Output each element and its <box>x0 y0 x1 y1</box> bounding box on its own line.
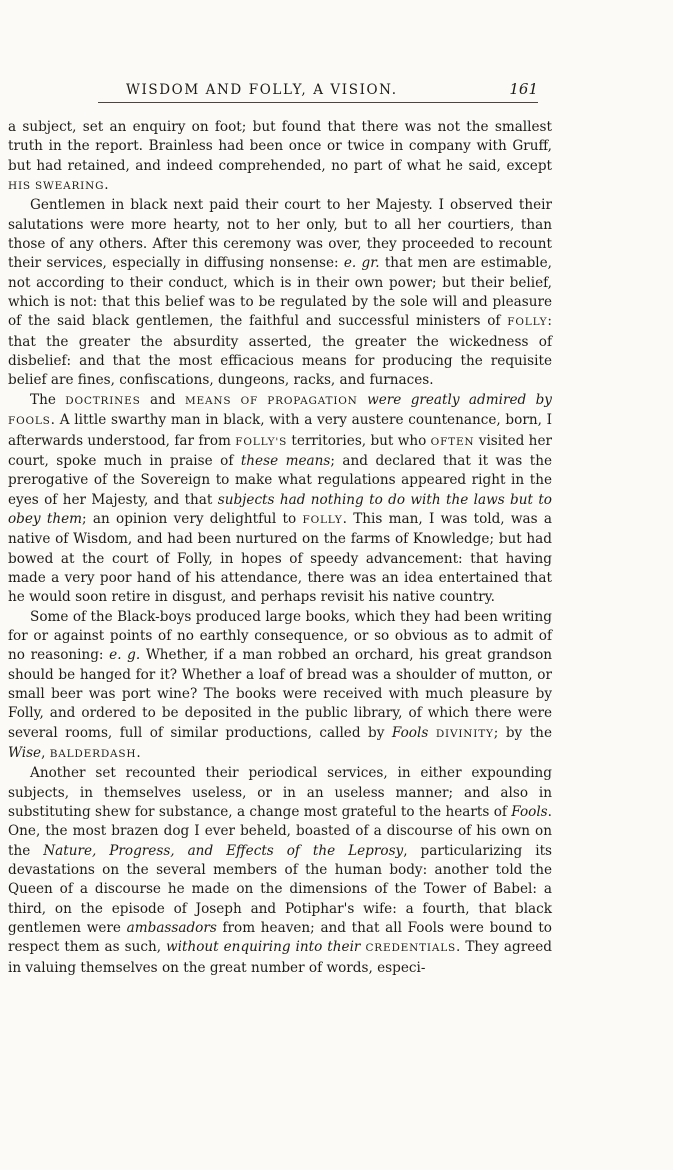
small-caps-text: OFTEN <box>430 435 475 448</box>
body-text <box>8 118 552 978</box>
text-run: that men are estimable, not according to their conduct, which is in their own power; but their belief, which is not: that this belief was to be regulated by the sole will and pleasure of the said black gentlemen, the faithful and successful ministers of <box>8 255 552 330</box>
text-run: . They agreed in valuing themselves on the great number of words, especi- <box>8 939 552 976</box>
text-run: from heaven; and that all Fools were bound to respect them as such, <box>8 920 552 956</box>
small-caps-text: FOLLY <box>507 316 548 329</box>
text-run: . One, the most brazen dog I ever beheld, boasted of a discourse of his own on the <box>8 804 552 859</box>
page-header <box>98 80 538 102</box>
text-run: : that the greater the absurdity asserted, the greater the wickedness of disbelief: and that the most efficacious means for producing the requisite belief are fines, confiscations, dungeons, racks, and furnaces. <box>8 313 552 389</box>
text-run: . A little swarthy man in black, with a very austere countenance, born, I afterwards understood, far from <box>8 412 552 449</box>
text-run: Gentlemen in black next paid their court to her Majesty. I observed their salutations were more hearty, not to her only, but to all her courtiers, than those of any others. After this ceremony was over, they proceeded to recount their services, especially in diffusing nonsense: <box>8 197 552 272</box>
text-run: visited her court, spoke much in praise of <box>8 432 552 469</box>
small-caps-text: DOCTRINES <box>65 394 141 407</box>
italic-text: Fools <box>391 724 429 741</box>
italic-text: Fools <box>511 804 548 821</box>
page-number: 161 <box>509 80 538 98</box>
text-run: . <box>104 177 109 194</box>
small-caps-text: FOLLY'S <box>235 435 288 448</box>
paragraph <box>8 764 552 978</box>
italic-text: Nature, Progress, and Effects of the Leprosy <box>43 842 404 859</box>
italic-text: Wise <box>8 745 42 761</box>
text-run <box>428 725 436 741</box>
italic-text: these means <box>240 452 331 469</box>
text-run: a subject, set an enquiry on foot; but found that there was not the smallest truth in the report. Brainless had been once or twice in company with Gruff, but had retained, and indeed comprehended, no part of what he said, except <box>8 119 552 174</box>
small-caps-text: FOLLY <box>302 513 343 526</box>
text-run: ; and declared that it was the prerogative of the Sovereign to make what regulations appeared right in the eyes of her Majesty, and that <box>8 452 552 508</box>
text-run <box>358 392 367 408</box>
running-title: WISDOM AND FOLLY, A VISION. <box>126 82 398 98</box>
text-run: , particularizing its devastations on the several members of the human body: another told the Queen of a discourse he made on the dimensions of the Tower of Babel: a third, on the episode of Joseph and Potiphar's wife: a fourth, that black gentlemen were <box>8 842 553 937</box>
italic-text: e. g. <box>109 647 141 664</box>
text-run: . <box>136 745 141 761</box>
small-caps-text: FOOLS <box>8 415 51 428</box>
text-run: and <box>140 391 185 408</box>
italic-text: were greatly admired by <box>367 391 552 408</box>
text-run: ; an opinion very delightful to <box>82 510 303 527</box>
small-caps-text: BALDERDASH <box>49 748 137 760</box>
text-run: territories, but who <box>287 432 431 449</box>
text-run: ; by the <box>493 724 552 741</box>
text-run: Whether, if a man robbed an orchard, his great grandson should be hanged for it? Whether a loaf of bread was a shoulder of mutton, or small beer was port wine? The books were received with much pleasure by Folly, and ordered to be deposited in the public library, of which there were several rooms, full of similar productions, called by <box>8 647 553 741</box>
small-caps-text: MEANS OF PROPAGATION <box>184 394 358 407</box>
text-run: Some of the Black-boys produced large books, which they had been writing for or against points of no earthly consequence, or so obvious as to admit of no reasoning: <box>8 608 552 664</box>
italic-text: subjects had nothing to do with the laws but to obey them <box>8 491 552 527</box>
paragraph <box>8 118 552 196</box>
italic-text: without enquiring into their <box>166 939 361 956</box>
small-caps-text: DIVINITY <box>435 727 494 740</box>
text-run: . This man, I was told, was a native of Wisdom, and had been nurtured on the farms of Knowledge; but had bowed at the court of Folly, in hopes of speedy advancement: that having made a very poor hand of his attendance, there was an idea entertained that he would soon retire in disgust, and perhaps revisit his native country. <box>8 510 552 606</box>
text-run: The <box>30 391 66 408</box>
italic-text: e. gr. <box>343 255 380 272</box>
header-rule <box>98 102 538 103</box>
small-caps-text: HIS SWEARING <box>8 180 105 193</box>
paragraph <box>8 391 552 608</box>
small-caps-text: CREDENTIALS <box>365 942 457 955</box>
italic-text: ambassadors <box>126 920 217 937</box>
text-run: Another set recounted their periodical services, in either expounding subjects, in themselves useless, or in an useless manner; and also in substituting shew for substance, a change most grateful to the hearts of <box>8 765 552 821</box>
text-run: , <box>41 745 50 761</box>
paragraph <box>8 196 552 390</box>
paragraph <box>8 608 552 765</box>
